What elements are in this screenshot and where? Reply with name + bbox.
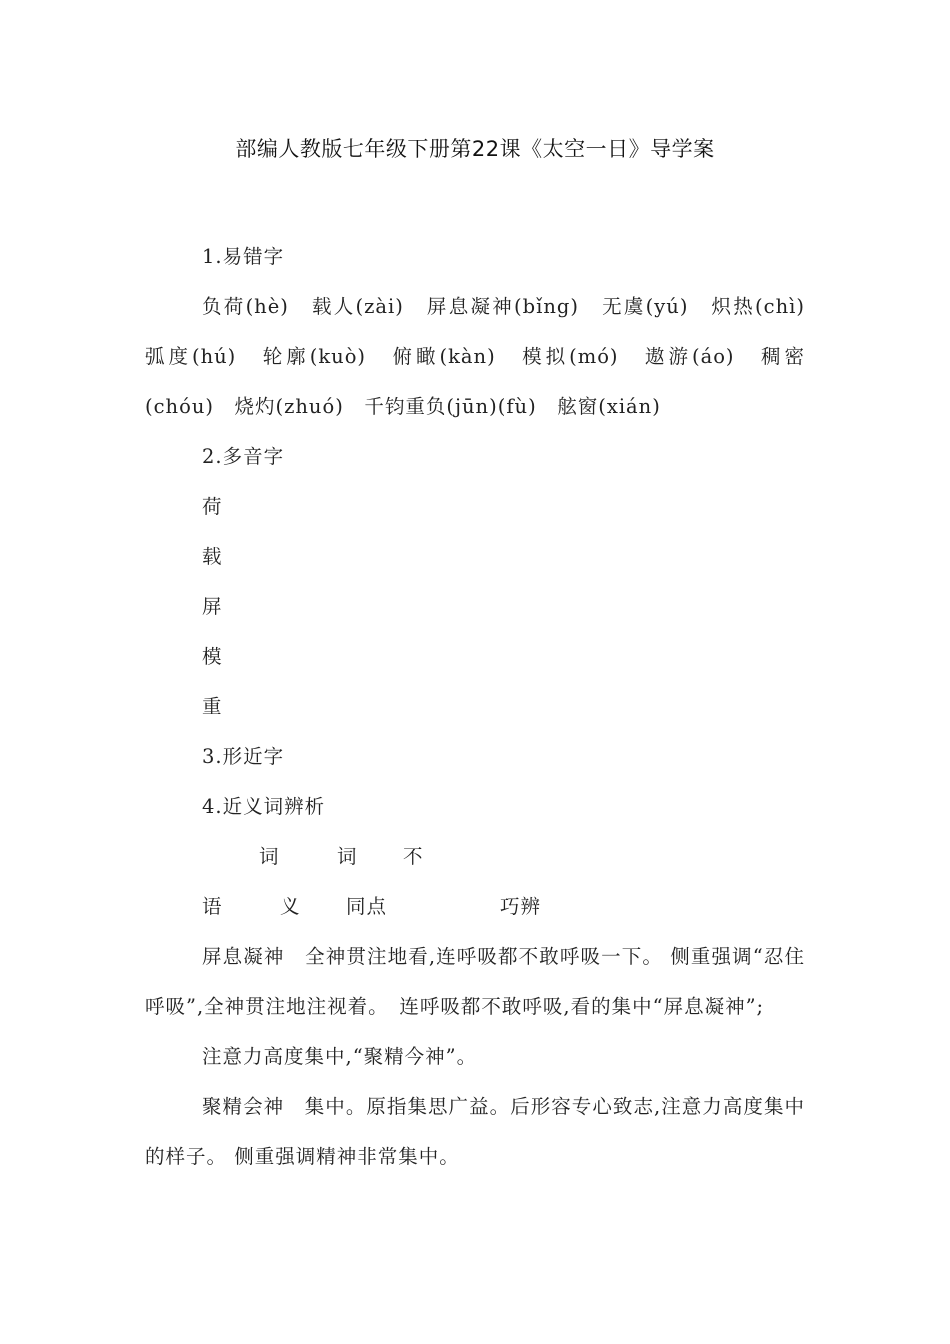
synonym-entry: 聚精会神 集中。原指集思广益。后形容专心致志,注意力高度集中的样子。 侧重强调精神非常集中。 — [145, 1095, 805, 1168]
section-heading-polyphonic: 2.多音字 — [202, 445, 285, 468]
table-header-cell: 巧辨 — [500, 895, 542, 918]
section-heading-similar-chars: 3.形近字 — [202, 745, 285, 768]
typo-chars-list: 负荷(hè) 载人(zài) 屏息凝神(bǐng) 无虞(yú) 炽热(chì) 弧度(hú) 轮廓(kuò) 俯瞰(kàn) 模拟(mó) 遨游(áo) 稠密(chóu) 烧灼(zhuó) 千钧重负(jūn)(fù) 舷窗(xián) — [145, 295, 826, 418]
section-heading-synonyms: 4.近义词辨析 — [202, 795, 326, 818]
page-title: 部编人教版七年级下册第22课《太空一日》导学案 — [235, 137, 715, 161]
polyphonic-item: 荷 — [202, 495, 223, 518]
table-header-cell: 不同点 — [346, 845, 424, 918]
polyphonic-item: 重 — [202, 695, 223, 718]
section-heading-typo-chars: 1.易错字 — [202, 245, 285, 268]
document-body — [145, 232, 826, 1182]
synonym-entry: 注意力高度集中,“聚精今神”。 — [202, 1045, 478, 1068]
table-header-cell: 词语 — [202, 845, 280, 918]
polyphonic-item: 模 — [202, 645, 223, 668]
synonym-entry: 屏息凝神 全神贯注地看,连呼吸都不敢呼吸一下。 侧重强调“忍住呼吸”,全神贯注地注视着。 连呼吸都不敢呼吸,看的集中“屏息凝神”; — [145, 945, 805, 1018]
polyphonic-item: 屏 — [202, 595, 223, 618]
synonym-table-header — [145, 832, 805, 932]
table-header-cell: 词义 — [280, 845, 358, 918]
polyphonic-item: 载 — [202, 545, 223, 568]
